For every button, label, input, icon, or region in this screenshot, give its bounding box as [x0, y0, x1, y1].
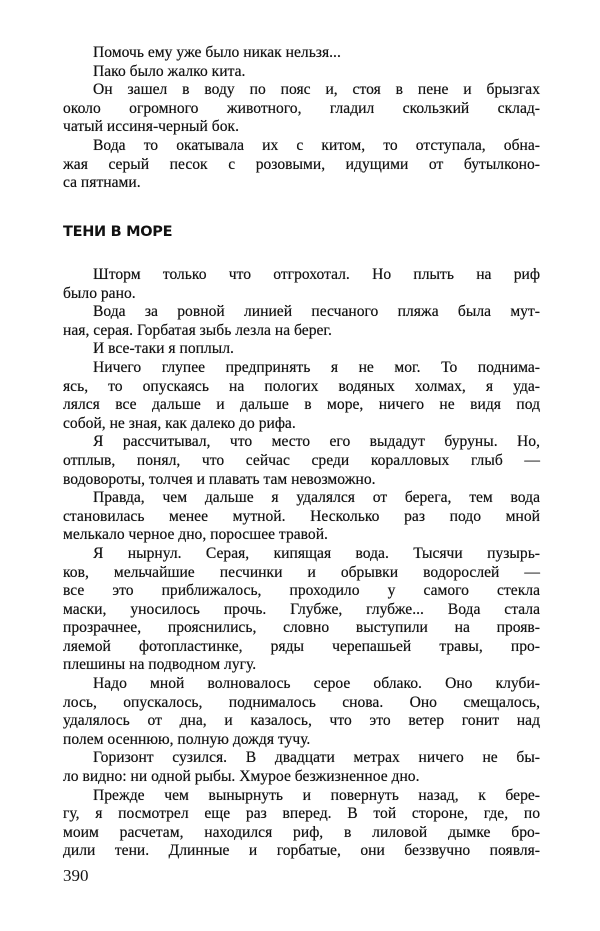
text-line: дили тени. Длинные и горбатые, они беззвучно появля- — [63, 842, 540, 860]
text-line: Горизонт сузился. В двадцати метрах ничего не бы- — [93, 749, 540, 767]
text-line: отплыв, понял, что сейчас среди коралловых глыб — — [63, 451, 540, 469]
paragraph — [63, 433, 540, 489]
paragraph — [63, 266, 540, 303]
text-line: мелькало черное дно, поросшее травой. — [63, 526, 328, 544]
text-line: Вода то окатывала их с китом, то отступала, обна- — [93, 136, 540, 154]
text-line: ло видно: ни одной рыбы. Хмурое безжизненное дно. — [63, 768, 420, 786]
text-line: Я рассчитывал, что место его выдадут буруны. Но, — [93, 433, 540, 451]
paragraph — [63, 340, 540, 359]
text-line: Помочь ему уже было никак нельзя... — [93, 44, 341, 61]
paragraph — [63, 44, 540, 63]
text-line: ков, мельчайшие песчинки и обрывки водорослей — — [63, 563, 540, 581]
text-line: Надо мной волновалось серое облако. Оно клуби- — [93, 675, 540, 693]
section-previous-story — [63, 44, 540, 193]
text-line: гу, я посмотрел еще раз вперед. В той стороне, где, по — [63, 805, 540, 823]
text-line: Ничего глупее предпринять я не мог. То поднима- — [93, 358, 540, 376]
text-line: моим расчетам, находился риф, в лиловой дымке бро- — [63, 823, 540, 841]
text-line: са пятнами. — [63, 174, 141, 192]
text-line: становилась менее мутной. Несколько раз подо мной — [63, 507, 540, 525]
text-line: ная, серая. Горбатая зыбь лезла на берег. — [63, 321, 332, 339]
text-line: все это приближалось, проходило у самого стекла — [63, 582, 540, 600]
text-line: Пако было жалко кита. — [93, 62, 246, 80]
text-line: ляемой фотопластинке, ряды черепашьей травы, про- — [63, 637, 540, 655]
text-line: около огромного животного, гладил скользкий склад- — [63, 99, 540, 117]
text-line: маски, уносилось прочь. Глубже, глубже... Вода стала — [63, 600, 540, 618]
paragraph — [63, 489, 540, 545]
paragraph — [63, 137, 540, 193]
text-line: удалялось от дна, и казалось, что это ветер гонит над — [63, 712, 540, 730]
text-line: ясь, то опускаясь на пологих водяных холмах, я уда- — [63, 377, 540, 395]
text-line: И все-таки я поплыл. — [93, 340, 234, 358]
page-number: 390 — [63, 866, 89, 885]
text-line: было рано. — [63, 284, 136, 302]
text-line: Я нырнул. Серая, кипящая вода. Тысячи пузырь- — [93, 544, 540, 562]
paragraph — [63, 787, 540, 861]
text-line: чатый иссиня-черный бок. — [63, 118, 239, 136]
paragraph — [63, 359, 540, 433]
paragraph — [63, 545, 540, 675]
paragraph — [63, 749, 540, 786]
paragraph — [63, 303, 540, 340]
paragraph — [63, 675, 540, 749]
section-teni-v-more — [63, 266, 540, 861]
text-line: жая серый песок с розовыми, идущими от бутылконо- — [63, 155, 540, 173]
text-line: лялся все дальше и дальше в море, ничего не видя под — [63, 396, 540, 414]
text-line: полем осеннюю, полную дождя тучу. — [63, 730, 311, 748]
chapter-heading: ТЕНИ В МОРЕ — [63, 224, 173, 240]
text-line: Шторм только что отгрохотал. Но плыть на риф — [93, 266, 540, 283]
text-line: лось, опускалось, поднималось снова. Оно смещалось, — [63, 693, 540, 711]
text-line: прозрачнее, прояснились, словно выступили на прояв- — [63, 619, 540, 637]
paragraph — [63, 63, 540, 82]
text-line: плешины на подводном лугу. — [63, 656, 257, 674]
text-line: Он зашел в воду по пояс и, стоя в пене и брызгах — [93, 81, 540, 99]
text-line: собой, не зная, как далеко до рифа. — [63, 414, 296, 432]
paragraph — [63, 81, 540, 137]
text-line: Правда, чем дальше я удалялся от берега, тем вода — [93, 489, 540, 507]
text-line: Прежде чем вынырнуть и повернуть назад, к бере- — [93, 786, 540, 804]
text-line: Вода за ровной линией песчаного пляжа была мут- — [93, 303, 540, 321]
text-line: водовороты, толчея и плавать там невозможно. — [63, 470, 376, 488]
